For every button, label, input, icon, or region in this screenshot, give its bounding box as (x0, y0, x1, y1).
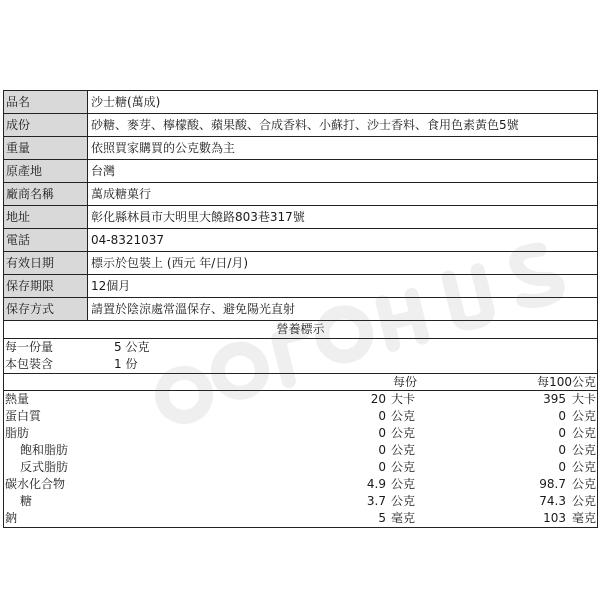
info-row-weight (4, 137, 597, 160)
info-value: 依照買家購買的公克數為主 (91, 141, 236, 155)
serving-size-value: 5 公克 (114, 340, 150, 354)
nutrient-label: 熱量 (5, 392, 30, 406)
per-serving-value: 5 (378, 511, 386, 525)
servings-value: 1 份 (114, 357, 138, 371)
nutrition-row-sodium (4, 510, 597, 528)
info-label: 保存方式 (4, 298, 88, 320)
info-row-phone (4, 229, 597, 252)
per-100g-value: 0 (558, 460, 566, 474)
nutrition-header-row (4, 373, 597, 391)
info-value: 砂糖、麥芽、檸檬酸、蘋果酸、合成香料、小蘇打、沙士香料、食用色素黃色5號 (91, 118, 519, 132)
info-label: 電話 (4, 229, 88, 251)
per-100g-header: 每100公克 (537, 375, 596, 389)
per-100g-value: 98.7 (539, 477, 566, 491)
per-serving-value: 0 (378, 409, 386, 423)
info-row-manufacturer (4, 183, 597, 206)
nutrient-label: 糖 (20, 494, 33, 508)
per-serving-unit: 公克 (391, 477, 416, 491)
info-value: 標示於包裝上 (西元 年/日/月) (91, 256, 249, 270)
nutrition-row-protein (4, 408, 597, 425)
info-label: 品名 (4, 91, 88, 113)
per-serving-value: 20 (370, 392, 386, 406)
info-value: 04-8321037 (91, 233, 165, 247)
per-serving-unit: 公克 (391, 426, 416, 440)
info-row-ingredients (4, 114, 597, 137)
info-label: 保存期限 (4, 275, 88, 297)
per-100g-unit: 大卡 (571, 392, 596, 406)
info-label: 重量 (4, 137, 88, 159)
nutrient-label: 反式脂肪 (20, 460, 69, 474)
info-row-origin (4, 160, 597, 183)
per-100g-unit: 公克 (571, 460, 596, 474)
per-100g-unit: 公克 (571, 494, 596, 508)
info-row-name (4, 91, 597, 114)
per-serving-value: 0 (378, 426, 386, 440)
info-label: 地址 (4, 206, 88, 228)
info-value: 萬成糖菓行 (91, 187, 152, 201)
info-row-shelf-life (4, 275, 597, 298)
per-100g-value: 0 (558, 409, 566, 423)
per-serving-unit: 公克 (391, 460, 416, 474)
nutrient-label: 飽和脂肪 (20, 443, 69, 457)
per-100g-value: 395 (543, 392, 566, 406)
serving-size-row (4, 339, 597, 356)
per-100g-value: 103 (543, 511, 566, 525)
nutrition-row-fat (4, 425, 597, 442)
nutrient-label: 碳水化合物 (5, 477, 66, 491)
info-label: 廠商名稱 (4, 183, 88, 205)
per-serving-header: 每份 (392, 375, 417, 389)
servings-row (4, 356, 597, 373)
per-serving-unit: 毫克 (391, 511, 416, 525)
info-label: 原產地 (4, 160, 88, 182)
per-serving-unit: 公克 (391, 494, 416, 508)
servings-label: 本包裝含 (5, 357, 54, 371)
serving-size-label: 每一份量 (5, 340, 54, 354)
info-value: 12個月 (91, 279, 131, 293)
info-label: 成份 (4, 114, 88, 136)
info-value: 沙士糖(萬成) (91, 95, 161, 109)
per-serving-unit: 公克 (391, 443, 416, 457)
info-value: 彰化縣林員市大明里大饒路803巷317號 (91, 210, 305, 224)
info-value: 請置於陰涼處常溫保存、避免陽光直射 (91, 302, 296, 316)
nutrition-title: 營養標示 (4, 321, 597, 339)
per-100g-value: 74.3 (539, 494, 566, 508)
per-serving-value: 0 (378, 443, 386, 457)
nutrient-label: 鈉 (5, 511, 18, 525)
per-100g-unit: 公克 (571, 477, 596, 491)
info-label: 有效日期 (4, 252, 88, 274)
product-info-sheet (3, 90, 598, 528)
per-100g-value: 0 (558, 443, 566, 457)
nutrient-label: 脂肪 (5, 426, 30, 440)
per-100g-unit: 毫克 (571, 511, 596, 525)
nutrition-row-carbohydrate (4, 476, 597, 493)
nutrition-row-saturated-fat (4, 442, 597, 459)
per-serving-unit: 公克 (391, 409, 416, 423)
per-serving-value: 3.7 (366, 494, 386, 508)
nutrition-row-energy (4, 391, 597, 408)
nutrition-row-trans-fat (4, 459, 597, 476)
info-row-storage (4, 298, 597, 321)
per-100g-value: 0 (558, 426, 566, 440)
per-100g-unit: 公克 (571, 409, 596, 423)
per-100g-unit: 公克 (571, 443, 596, 457)
per-serving-value: 4.9 (366, 477, 386, 491)
info-row-address (4, 206, 597, 229)
per-serving-unit: 大卡 (391, 392, 416, 406)
per-100g-unit: 公克 (571, 426, 596, 440)
per-serving-value: 0 (378, 460, 386, 474)
info-value: 台灣 (91, 164, 116, 178)
info-row-expiry (4, 252, 597, 275)
nutrient-label: 蛋白質 (5, 409, 42, 423)
nutrition-row-sugar (4, 493, 597, 510)
